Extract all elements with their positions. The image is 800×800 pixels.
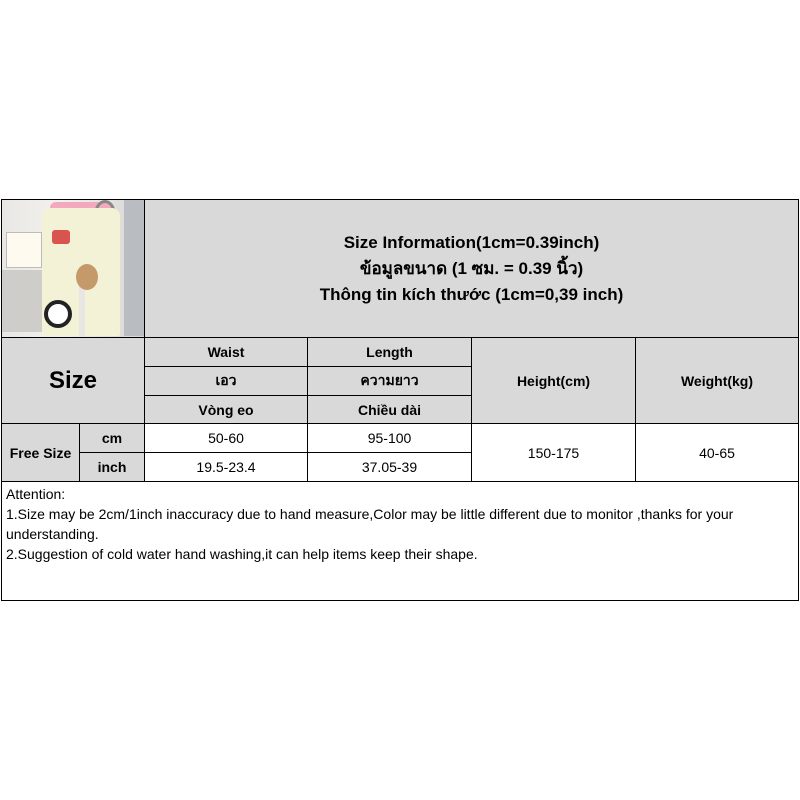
waist-cm-value: 50-60 — [144, 423, 308, 453]
length-inch-value: 37.05-39 — [307, 452, 472, 482]
header-line-th: ข้อมูลขนาด (1 ซม. = 0.39 นิ้ว) — [359, 258, 584, 278]
attention-box — [1, 481, 799, 601]
unit-cm-label: cm — [79, 423, 145, 453]
header-line-vi: Thông tin kích thước (1cm=0,39 inch) — [319, 284, 624, 304]
height-value: 150-175 — [471, 423, 636, 482]
header-line-en: Size Information(1cm=0.39inch) — [343, 232, 600, 252]
product-photo — [1, 199, 145, 338]
waist-inch-value: 19.5-23.4 — [144, 452, 308, 482]
waist-header-en: Waist — [144, 337, 308, 367]
length-header-th: ความยาว — [307, 366, 472, 396]
length-header-vi: Chiều dài — [307, 395, 472, 424]
attention-item: 2.Suggestion of cold water hand washing,it can help items keep their shape. — [6, 546, 478, 562]
size-header-cell — [1, 337, 145, 424]
unit-inch-label: inch — [79, 452, 145, 482]
height-header: Height(cm) — [471, 337, 636, 424]
waist-header-th: เอว — [144, 366, 308, 396]
length-cm-value: 95-100 — [307, 423, 472, 453]
attention-item: 1.Size may be 2cm/1inch inaccuracy due to hand measure,Color may be little different due to monitor ,thanks for your understanding. — [6, 506, 734, 542]
weight-header: Weight(kg) — [635, 337, 799, 424]
length-header-en: Length — [307, 337, 472, 367]
size-label: Size — [48, 366, 98, 394]
free-size-label: Free Size — [1, 423, 80, 482]
size-info-header — [144, 199, 799, 338]
attention-title: Attention: — [6, 486, 66, 502]
waist-header-vi: Vòng eo — [144, 395, 308, 424]
weight-value: 40-65 — [635, 423, 799, 482]
